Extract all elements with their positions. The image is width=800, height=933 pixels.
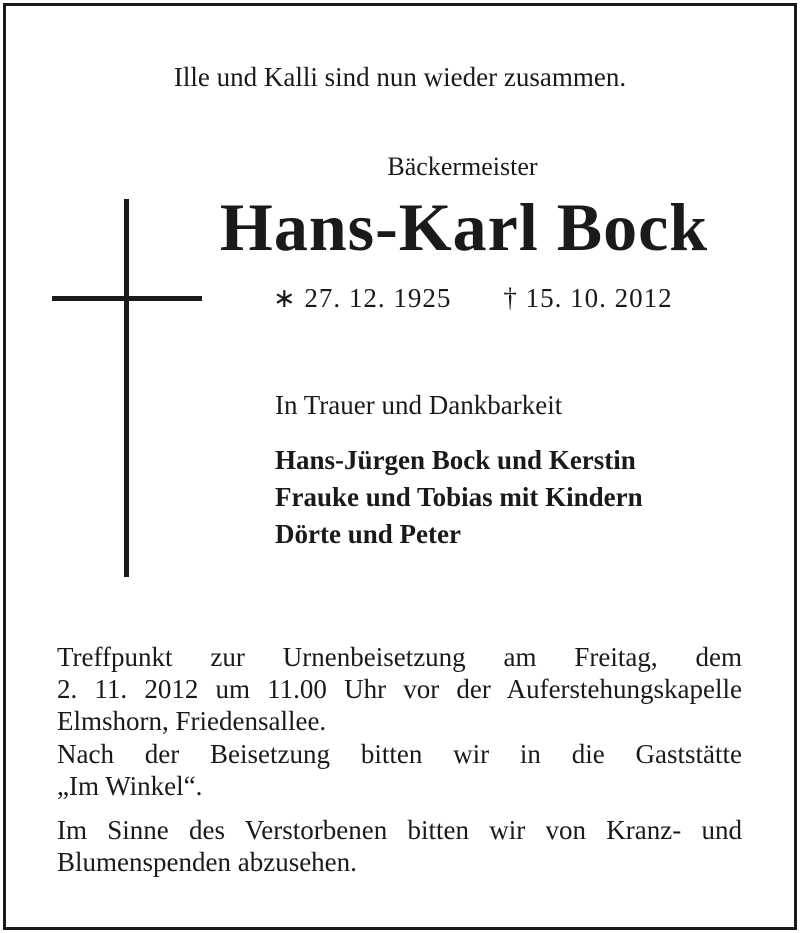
paragraph-reception bbox=[57, 738, 742, 802]
birth-date: ∗ 27. 12. 1925 bbox=[273, 283, 452, 313]
text-line: Treffpunkt zur Urnenbeisetzung am Freitag, dem bbox=[57, 642, 742, 672]
cross-horizontal-bar bbox=[52, 296, 202, 301]
text-line: Blumenspenden abzusehen. bbox=[57, 847, 357, 877]
opening-line: Ille und Kalli sind nun wieder zusammen. bbox=[173, 62, 627, 92]
family-list bbox=[275, 442, 643, 553]
text-line: Nach der Beisetzung bitten wir in die Gaststätte bbox=[57, 739, 742, 769]
text-line: „Im Winkel“. bbox=[57, 771, 203, 801]
family-line: Frauke und Tobias mit Kindern bbox=[275, 482, 643, 512]
text-line: Elmshorn, Friedensallee. bbox=[57, 706, 327, 736]
profession: Bäckermeister bbox=[387, 152, 538, 181]
mourning-line: In Trauer und Dankbarkeit bbox=[275, 390, 563, 420]
deceased-name: Hans-Karl Bock bbox=[219, 189, 709, 265]
family-line: Hans-Jürgen Bock und Kerstin bbox=[275, 445, 636, 475]
text-line: 2. 11. 2012 um 11.00 Uhr vor der Auferstehungskapelle bbox=[57, 674, 742, 704]
family-line: Dörte und Peter bbox=[275, 519, 461, 549]
death-date: † 15. 10. 2012 bbox=[503, 283, 673, 313]
paragraph-donations bbox=[57, 814, 742, 878]
cross-vertical-bar bbox=[124, 199, 129, 577]
paragraph-funeral-info bbox=[57, 641, 742, 737]
text-line: Im Sinne des Verstorbenen bitten wir von Kranz- und bbox=[57, 815, 742, 845]
life-dates bbox=[273, 283, 673, 314]
